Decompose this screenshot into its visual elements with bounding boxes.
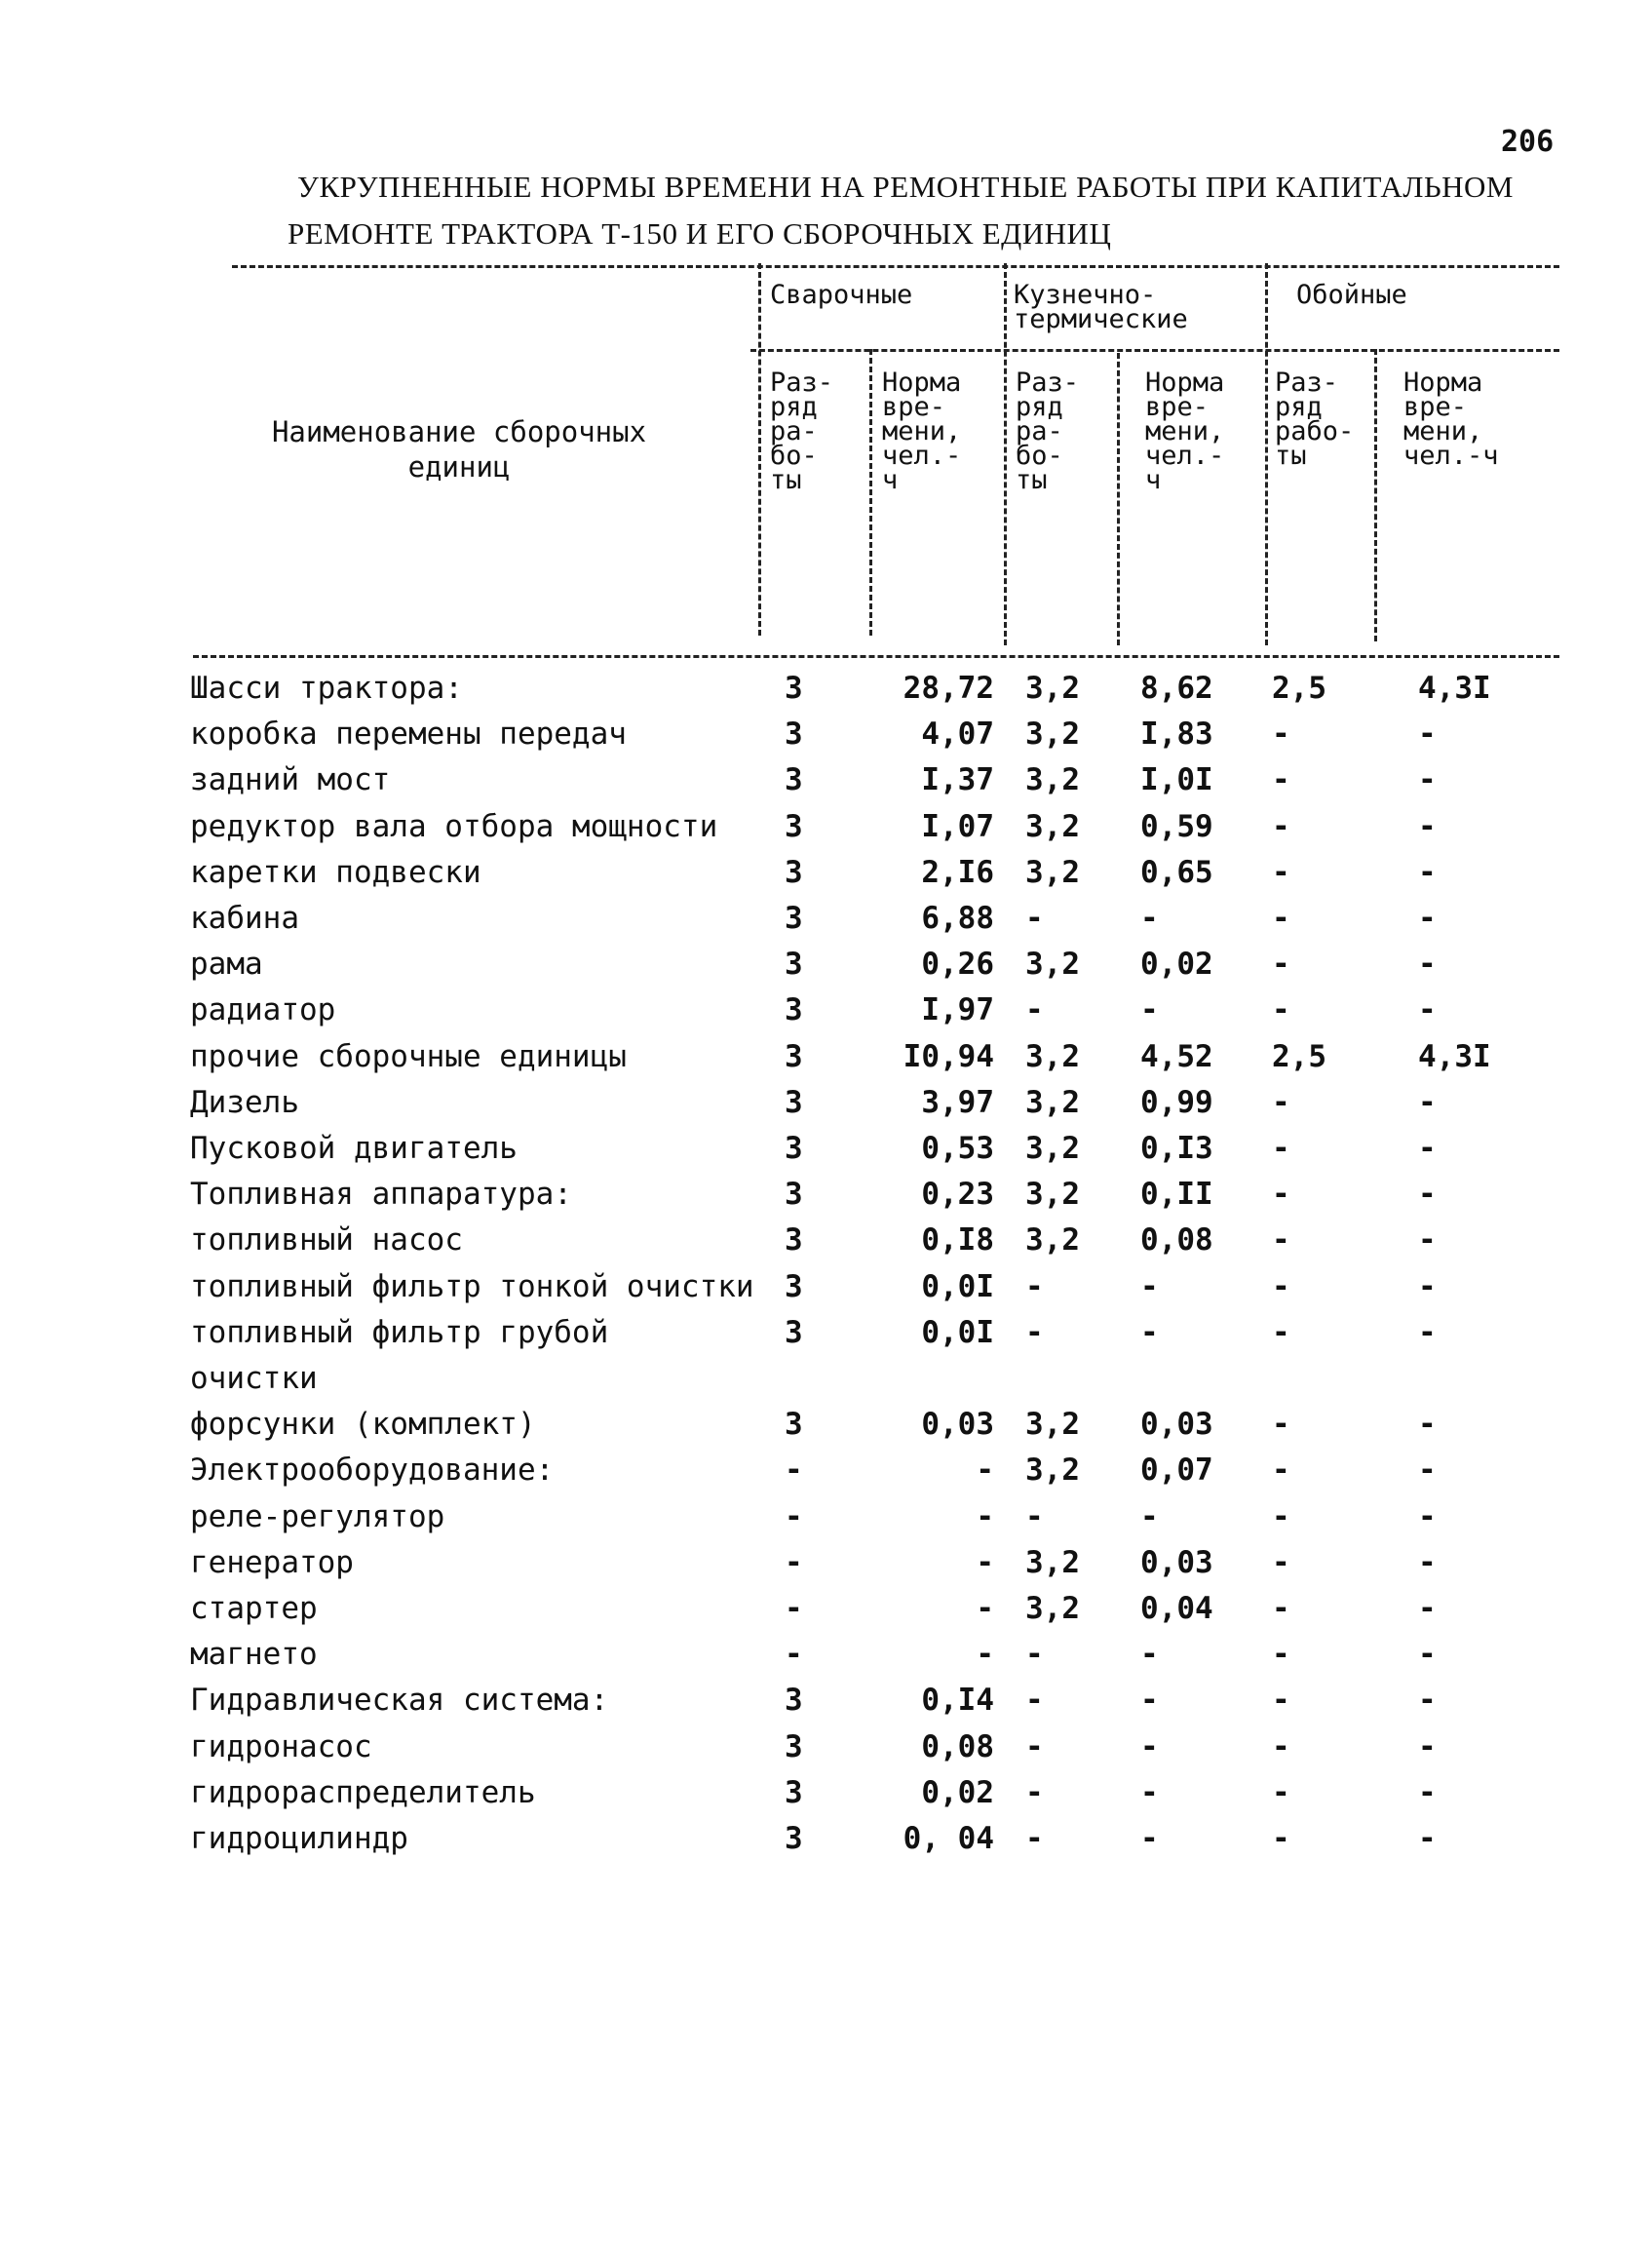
title-line-2: РЕМОНТЕ ТРАКТОРА Т-150 И ЕГО СБОРОЧНЫХ ЕДИНИЦ — [288, 216, 1112, 251]
upholstery-time-cell: - — [1418, 1591, 1437, 1626]
forging-time-cell: 4,52 — [1140, 1038, 1213, 1074]
welding-grade-cell: 3 — [785, 1407, 803, 1443]
header-upholstery-time: Норма вре- мени, чел.-ч — [1403, 368, 1499, 471]
welding-time-cell: 0,I4 — [921, 1683, 994, 1719]
row-name-cell: Гидравлическая система: — [190, 1683, 609, 1719]
upholstery-grade-cell: - — [1272, 947, 1290, 983]
forging-grade-cell: - — [1025, 1821, 1044, 1856]
forging-grade-cell: - — [1025, 1683, 1044, 1719]
forging-time-cell: 0,02 — [1140, 947, 1213, 983]
welding-grade-cell: 3 — [785, 1084, 803, 1120]
header-bottom-rule — [193, 655, 1559, 658]
col-divider-1 — [758, 263, 761, 636]
header-welding-time: Норма вре- мени, чел.- ч — [882, 368, 962, 495]
row-name-cell: Пусковой двигатель — [190, 1131, 518, 1166]
row-name-cell: гидроцилиндр — [190, 1821, 408, 1856]
upholstery-grade-cell: - — [1272, 1544, 1290, 1580]
row-name-cell: гидрораспределитель — [190, 1774, 536, 1810]
upholstery-grade-cell: - — [1272, 717, 1290, 753]
forging-grade-cell: 3,2 — [1025, 1544, 1080, 1580]
welding-grade-cell: 3 — [785, 901, 803, 936]
forging-grade-cell: - — [1025, 901, 1044, 936]
upholstery-time-cell: - — [1418, 1268, 1437, 1304]
header-welding-grade: Раз- ряд ра- бо- ты — [770, 368, 834, 495]
forging-time-cell: - — [1140, 1637, 1159, 1673]
row-name-cell: задний мост — [190, 762, 391, 798]
row-name-cell: рама — [190, 947, 263, 983]
forging-grade-cell: 3,2 — [1025, 1084, 1080, 1120]
col-divider-3 — [1004, 263, 1007, 645]
upholstery-time-cell: - — [1418, 1453, 1437, 1489]
forging-grade-cell: - — [1025, 992, 1044, 1028]
welding-grade-cell: 3 — [785, 717, 803, 753]
upholstery-grade-cell: - — [1272, 1453, 1290, 1489]
upholstery-time-cell: - — [1418, 1544, 1437, 1580]
forging-grade-cell: - — [1025, 1637, 1044, 1673]
welding-time-cell: 2,I6 — [921, 854, 994, 890]
upholstery-grade-cell: - — [1272, 1407, 1290, 1443]
col-divider-5 — [1265, 263, 1268, 645]
upholstery-grade-cell: - — [1272, 1314, 1290, 1350]
welding-time-cell: I,97 — [921, 992, 994, 1028]
forging-time-cell: - — [1140, 1683, 1159, 1719]
forging-time-cell: I,83 — [1140, 717, 1213, 753]
upholstery-time-cell: 4,3I — [1418, 1038, 1491, 1074]
upholstery-grade-cell: - — [1272, 1177, 1290, 1213]
row-name-cell: топливный насос — [190, 1222, 463, 1259]
welding-time-cell: 0,53 — [921, 1131, 994, 1166]
row-name-cell: топливный фильтр грубой — [190, 1314, 609, 1350]
col-divider-2 — [869, 349, 872, 636]
forging-time-cell: - — [1140, 1774, 1159, 1810]
welding-grade-cell: - — [785, 1637, 803, 1673]
upholstery-grade-cell: - — [1272, 1683, 1290, 1719]
forging-time-cell: - — [1140, 1268, 1159, 1304]
title-line-1: УКРУПНЕННЫЕ НОРМЫ ВРЕМЕНИ НА РЕМОНТНЫЕ РАБОТЫ ПРИ КАПИТАЛЬНОМ — [297, 170, 1514, 204]
upholstery-grade-cell: - — [1272, 901, 1290, 936]
row-name-cell: прочие сборочные единицы — [190, 1038, 627, 1074]
welding-grade-cell: 3 — [785, 1268, 803, 1304]
welding-grade-cell: 3 — [785, 1774, 803, 1810]
welding-time-cell: 0, 04 — [903, 1821, 994, 1856]
welding-time-cell: 0,03 — [921, 1407, 994, 1443]
welding-grade-cell: 3 — [785, 1821, 803, 1856]
welding-time-cell: - — [976, 1498, 994, 1534]
row-name-cell: кабина — [190, 901, 299, 936]
forging-grade-cell: 3,2 — [1025, 1453, 1080, 1489]
upholstery-time-cell: - — [1418, 1728, 1437, 1764]
welding-grade-cell: - — [785, 1498, 803, 1534]
forging-grade-cell: - — [1025, 1498, 1044, 1534]
row-name-cell: гидронасос — [190, 1728, 372, 1764]
forging-time-cell: 0,II — [1140, 1177, 1213, 1213]
header-group-upholstery: Обойные — [1296, 280, 1407, 310]
welding-grade-cell: 3 — [785, 1131, 803, 1166]
welding-grade-cell: - — [785, 1453, 803, 1489]
row-name-cell: топливный фильтр тонкой очистки — [190, 1268, 754, 1304]
upholstery-time-cell: - — [1418, 1084, 1437, 1120]
forging-time-cell: - — [1140, 1314, 1159, 1350]
upholstery-time-cell: - — [1418, 1821, 1437, 1856]
upholstery-time-cell: - — [1418, 1314, 1437, 1350]
welding-time-cell: 0,26 — [921, 947, 994, 983]
welding-time-cell: 0,08 — [921, 1728, 994, 1764]
row-name-cell: Шасси трактора: — [190, 671, 463, 706]
upholstery-time-cell: - — [1418, 1498, 1437, 1534]
forging-time-cell: 0,03 — [1140, 1407, 1213, 1443]
welding-time-cell: 0,02 — [921, 1774, 994, 1810]
header-group-welding: Сварочные — [770, 280, 913, 310]
welding-grade-cell: 3 — [785, 854, 803, 890]
forging-time-cell: - — [1140, 1498, 1159, 1534]
upholstery-grade-cell: 2,5 — [1272, 1038, 1326, 1074]
header-forging-time: Норма вре- мени, чел.- ч — [1145, 368, 1225, 495]
upholstery-grade-cell: - — [1272, 1637, 1290, 1673]
upholstery-grade-cell: - — [1272, 1591, 1290, 1626]
forging-time-cell: - — [1140, 901, 1159, 936]
forging-grade-cell: 3,2 — [1025, 808, 1080, 844]
upholstery-grade-cell: - — [1272, 1131, 1290, 1166]
document-title — [288, 164, 1514, 257]
row-name-cell: Топливная аппаратура: — [190, 1177, 572, 1213]
header-group-forging: Кузнечно- термические — [1014, 280, 1188, 334]
row-name-cell: Электрооборудование: — [190, 1453, 555, 1489]
upholstery-time-cell: - — [1418, 1407, 1437, 1443]
welding-time-cell: 0,I8 — [921, 1222, 994, 1259]
forging-time-cell: 0,59 — [1140, 808, 1213, 844]
welding-time-cell: 6,88 — [921, 901, 994, 936]
forging-grade-cell: 3,2 — [1025, 1407, 1080, 1443]
row-name-cell: радиатор — [190, 992, 336, 1028]
upholstery-grade-cell: - — [1272, 1268, 1290, 1304]
forging-grade-cell: 3,2 — [1025, 762, 1080, 798]
upholstery-time-cell: 4,3I — [1418, 671, 1491, 706]
forging-time-cell: - — [1140, 1728, 1159, 1764]
welding-grade-cell: 3 — [785, 1177, 803, 1213]
forging-time-cell: 0,I3 — [1140, 1131, 1213, 1166]
forging-time-cell: 0,08 — [1140, 1222, 1213, 1259]
row-name-cell: форсунки (комплект) — [190, 1407, 536, 1443]
forging-time-cell: - — [1140, 1821, 1159, 1856]
welding-grade-cell: 3 — [785, 671, 803, 706]
upholstery-time-cell: - — [1418, 992, 1437, 1028]
upholstery-grade-cell: - — [1272, 1728, 1290, 1764]
upholstery-time-cell: - — [1418, 808, 1437, 844]
forging-grade-cell: 3,2 — [1025, 854, 1080, 890]
welding-grade-cell: 3 — [785, 1038, 803, 1074]
upholstery-time-cell: - — [1418, 762, 1437, 798]
welding-time-cell: I,37 — [921, 762, 994, 798]
welding-time-cell: - — [976, 1591, 994, 1626]
upholstery-time-cell: - — [1418, 1683, 1437, 1719]
welding-grade-cell: 3 — [785, 992, 803, 1028]
welding-grade-cell: 3 — [785, 947, 803, 983]
welding-time-cell: 3,97 — [921, 1084, 994, 1120]
forging-time-cell: 0,03 — [1140, 1544, 1213, 1580]
forging-time-cell: 0,04 — [1140, 1591, 1213, 1626]
welding-grade-cell: 3 — [785, 1683, 803, 1719]
welding-grade-cell: - — [785, 1544, 803, 1580]
forging-grade-cell: 3,2 — [1025, 1222, 1080, 1259]
upholstery-grade-cell: - — [1272, 992, 1290, 1028]
col-divider-4 — [1117, 353, 1120, 645]
header-forging-grade: Раз- ряд ра- бо- ты — [1016, 368, 1080, 495]
row-name-cell: очистки — [190, 1361, 318, 1396]
welding-grade-cell: - — [785, 1591, 803, 1626]
forging-time-cell: I,0I — [1140, 762, 1213, 798]
forging-time-cell: 0,07 — [1140, 1453, 1213, 1489]
upholstery-time-cell: - — [1418, 717, 1437, 753]
row-name-cell: редуктор вала отбора мощности — [190, 808, 718, 844]
forging-time-cell: 8,62 — [1140, 671, 1213, 706]
forging-grade-cell: 3,2 — [1025, 671, 1080, 706]
upholstery-grade-cell: - — [1272, 1498, 1290, 1534]
table-top-rule — [232, 265, 1559, 268]
welding-grade-cell: 3 — [785, 762, 803, 798]
header-name-column: Наименование сборочных единиц — [271, 415, 647, 484]
forging-grade-cell: 3,2 — [1025, 1177, 1080, 1213]
forging-time-cell: 0,99 — [1140, 1084, 1213, 1120]
col-divider-6 — [1374, 349, 1377, 641]
forging-grade-cell: - — [1025, 1314, 1044, 1350]
welding-time-cell: - — [976, 1453, 994, 1489]
welding-time-cell: 28,72 — [903, 671, 994, 706]
row-name-cell: коробка перемены передач — [190, 717, 627, 753]
row-name-cell: каретки подвески — [190, 854, 481, 890]
welding-time-cell: 0,0I — [921, 1314, 994, 1350]
forging-grade-cell: 3,2 — [1025, 1131, 1080, 1166]
upholstery-grade-cell: - — [1272, 762, 1290, 798]
welding-grade-cell: 3 — [785, 1314, 803, 1350]
welding-time-cell: - — [976, 1544, 994, 1580]
forging-grade-cell: - — [1025, 1728, 1044, 1764]
upholstery-grade-cell: 2,5 — [1272, 671, 1326, 706]
welding-grade-cell: 3 — [785, 808, 803, 844]
upholstery-time-cell: - — [1418, 1774, 1437, 1810]
upholstery-grade-cell: - — [1272, 854, 1290, 890]
welding-time-cell: I,07 — [921, 808, 994, 844]
welding-grade-cell: 3 — [785, 1222, 803, 1259]
upholstery-time-cell: - — [1418, 1177, 1437, 1213]
row-name-cell: генератор — [190, 1544, 354, 1580]
forging-grade-cell: - — [1025, 1268, 1044, 1304]
forging-grade-cell: 3,2 — [1025, 947, 1080, 983]
header-upholstery-grade: Раз- ряд рабо- ты — [1275, 368, 1355, 471]
forging-time-cell: 0,65 — [1140, 854, 1213, 890]
forging-grade-cell: 3,2 — [1025, 1038, 1080, 1074]
upholstery-time-cell: - — [1418, 1637, 1437, 1673]
upholstery-time-cell: - — [1418, 1222, 1437, 1259]
forging-grade-cell: 3,2 — [1025, 1591, 1080, 1626]
welding-grade-cell: 3 — [785, 1728, 803, 1764]
row-name-cell: стартер — [190, 1591, 318, 1626]
upholstery-grade-cell: - — [1272, 1821, 1290, 1856]
upholstery-time-cell: - — [1418, 901, 1437, 936]
forging-grade-cell: 3,2 — [1025, 717, 1080, 753]
upholstery-grade-cell: - — [1272, 1222, 1290, 1259]
row-name-cell: Дизель — [190, 1084, 299, 1120]
upholstery-time-cell: - — [1418, 854, 1437, 890]
page-number: 206 — [1501, 125, 1555, 159]
row-name-cell: магнето — [190, 1637, 318, 1673]
forging-time-cell: - — [1140, 992, 1159, 1028]
welding-time-cell: I0,94 — [903, 1038, 994, 1074]
row-name-cell: реле-регулятор — [190, 1498, 445, 1534]
welding-time-cell: 4,07 — [921, 717, 994, 753]
welding-time-cell: 0,0I — [921, 1268, 994, 1304]
upholstery-grade-cell: - — [1272, 808, 1290, 844]
upholstery-grade-cell: - — [1272, 1774, 1290, 1810]
welding-time-cell: 0,23 — [921, 1177, 994, 1213]
welding-time-cell: - — [976, 1637, 994, 1673]
upholstery-grade-cell: - — [1272, 1084, 1290, 1120]
forging-grade-cell: - — [1025, 1774, 1044, 1810]
upholstery-time-cell: - — [1418, 1131, 1437, 1166]
upholstery-time-cell: - — [1418, 947, 1437, 983]
